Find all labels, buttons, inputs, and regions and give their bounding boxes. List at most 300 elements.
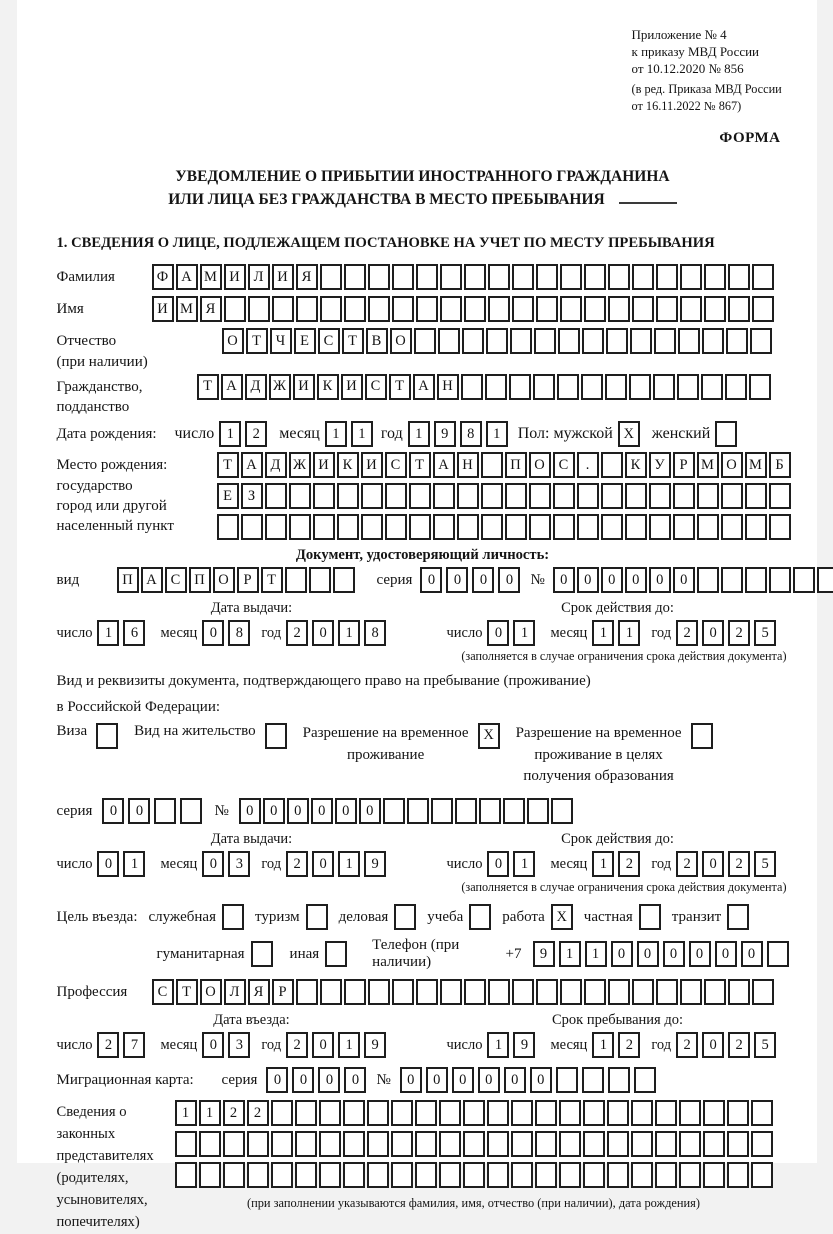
char-cell[interactable]: 2 <box>728 851 750 877</box>
char-cell[interactable]: К <box>317 374 339 400</box>
char-cell[interactable] <box>438 328 460 354</box>
firstname-cells[interactable] <box>152 296 774 322</box>
char-cell[interactable]: 0 <box>577 567 599 593</box>
char-cell[interactable]: 0 <box>553 567 575 593</box>
char-cell[interactable] <box>487 1131 509 1157</box>
char-cell[interactable]: 1 <box>592 851 614 877</box>
char-cell[interactable] <box>656 264 678 290</box>
char-cell[interactable] <box>535 1100 557 1126</box>
char-cell[interactable] <box>385 514 407 540</box>
char-cell[interactable] <box>464 264 486 290</box>
char-cell[interactable]: С <box>318 328 340 354</box>
char-cell[interactable] <box>199 1131 221 1157</box>
char-cell[interactable] <box>697 483 719 509</box>
char-cell[interactable]: 5 <box>754 851 776 877</box>
char-cell[interactable] <box>367 1100 389 1126</box>
char-cell[interactable]: 9 <box>364 851 386 877</box>
char-cell[interactable] <box>639 904 661 930</box>
char-cell[interactable] <box>727 1162 749 1188</box>
char-cell[interactable]: 8 <box>460 421 482 447</box>
purpose-other-checkbox[interactable] <box>325 941 347 967</box>
char-cell[interactable] <box>607 1100 629 1126</box>
char-cell[interactable] <box>721 567 743 593</box>
char-cell[interactable]: 8 <box>228 620 250 646</box>
char-cell[interactable] <box>679 1131 701 1157</box>
char-cell[interactable] <box>272 296 294 322</box>
issue-year-cells[interactable] <box>286 620 386 646</box>
char-cell[interactable]: 0 <box>498 567 520 593</box>
char-cell[interactable] <box>343 1100 365 1126</box>
char-cell[interactable] <box>703 1162 725 1188</box>
char-cell[interactable] <box>649 483 671 509</box>
char-cell[interactable] <box>625 483 647 509</box>
char-cell[interactable]: М <box>745 452 767 478</box>
char-cell[interactable] <box>512 979 534 1005</box>
char-cell[interactable] <box>680 979 702 1005</box>
char-cell[interactable] <box>455 798 477 824</box>
char-cell[interactable] <box>632 296 654 322</box>
char-cell[interactable] <box>509 374 531 400</box>
char-cell[interactable] <box>337 514 359 540</box>
char-cell[interactable]: 0 <box>504 1067 526 1093</box>
char-cell[interactable]: Р <box>272 979 294 1005</box>
char-cell[interactable] <box>553 514 575 540</box>
char-cell[interactable]: X <box>551 904 573 930</box>
char-cell[interactable] <box>241 514 263 540</box>
char-cell[interactable] <box>319 1100 341 1126</box>
char-cell[interactable] <box>728 264 750 290</box>
char-cell[interactable] <box>655 1100 677 1126</box>
char-cell[interactable]: 9 <box>434 421 456 447</box>
char-cell[interactable]: Р <box>237 567 259 593</box>
char-cell[interactable] <box>703 1131 725 1157</box>
char-cell[interactable] <box>313 514 335 540</box>
char-cell[interactable] <box>727 1100 749 1126</box>
char-cell[interactable]: 0 <box>689 941 711 967</box>
char-cell[interactable] <box>271 1131 293 1157</box>
char-cell[interactable]: Т <box>409 452 431 478</box>
char-cell[interactable]: А <box>241 452 263 478</box>
char-cell[interactable]: 6 <box>123 620 145 646</box>
char-cell[interactable]: 2 <box>245 421 267 447</box>
entry-day-cells[interactable] <box>97 1032 145 1058</box>
char-cell[interactable] <box>691 723 713 749</box>
char-cell[interactable] <box>248 296 270 322</box>
temp-permit-checkbox[interactable] <box>478 723 500 749</box>
char-cell[interactable] <box>394 904 416 930</box>
char-cell[interactable] <box>704 264 726 290</box>
char-cell[interactable]: Р <box>673 452 695 478</box>
char-cell[interactable]: И <box>313 452 335 478</box>
char-cell[interactable]: 0 <box>452 1067 474 1093</box>
char-cell[interactable] <box>512 296 534 322</box>
char-cell[interactable] <box>481 483 503 509</box>
char-cell[interactable] <box>608 979 630 1005</box>
char-cell[interactable] <box>727 904 749 930</box>
char-cell[interactable] <box>344 296 366 322</box>
char-cell[interactable]: И <box>272 264 294 290</box>
char-cell[interactable] <box>271 1100 293 1126</box>
char-cell[interactable]: Т <box>342 328 364 354</box>
char-cell[interactable]: Я <box>200 296 222 322</box>
char-cell[interactable] <box>485 374 507 400</box>
char-cell[interactable] <box>536 264 558 290</box>
stay-series-cells[interactable] <box>102 798 202 824</box>
char-cell[interactable] <box>505 483 527 509</box>
char-cell[interactable]: 0 <box>702 1032 724 1058</box>
phone-cells[interactable] <box>533 941 789 967</box>
char-cell[interactable] <box>464 296 486 322</box>
char-cell[interactable]: О <box>213 567 235 593</box>
entry-year-cells[interactable] <box>286 1032 386 1058</box>
char-cell[interactable]: 0 <box>311 798 333 824</box>
char-cell[interactable] <box>553 483 575 509</box>
birth-day-cells[interactable] <box>219 421 267 447</box>
char-cell[interactable]: А <box>433 452 455 478</box>
char-cell[interactable] <box>433 483 455 509</box>
char-cell[interactable]: А <box>141 567 163 593</box>
char-cell[interactable] <box>677 374 699 400</box>
char-cell[interactable] <box>631 1100 653 1126</box>
char-cell[interactable] <box>721 514 743 540</box>
char-cell[interactable] <box>584 979 606 1005</box>
char-cell[interactable] <box>487 1162 509 1188</box>
surname-cells[interactable] <box>152 264 774 290</box>
char-cell[interactable]: И <box>224 264 246 290</box>
char-cell[interactable]: 1 <box>585 941 607 967</box>
char-cell[interactable]: 2 <box>286 1032 308 1058</box>
char-cell[interactable] <box>655 1162 677 1188</box>
char-cell[interactable] <box>439 1162 461 1188</box>
purpose-commercial-checkbox[interactable] <box>394 904 416 930</box>
char-cell[interactable] <box>679 1162 701 1188</box>
char-cell[interactable] <box>745 514 767 540</box>
char-cell[interactable]: 2 <box>728 1032 750 1058</box>
char-cell[interactable] <box>769 567 791 593</box>
char-cell[interactable] <box>440 264 462 290</box>
char-cell[interactable]: 0 <box>446 567 468 593</box>
char-cell[interactable]: 1 <box>487 1032 509 1058</box>
char-cell[interactable] <box>469 904 491 930</box>
char-cell[interactable]: Д <box>245 374 267 400</box>
char-cell[interactable] <box>368 296 390 322</box>
char-cell[interactable] <box>702 328 724 354</box>
char-cell[interactable] <box>608 296 630 322</box>
char-cell[interactable] <box>385 483 407 509</box>
char-cell[interactable]: У <box>649 452 671 478</box>
char-cell[interactable] <box>295 1162 317 1188</box>
entry-month-cells[interactable] <box>202 1032 250 1058</box>
char-cell[interactable]: Е <box>217 483 239 509</box>
char-cell[interactable] <box>391 1131 413 1157</box>
char-cell[interactable]: К <box>625 452 647 478</box>
char-cell[interactable]: 1 <box>486 421 508 447</box>
char-cell[interactable]: 1 <box>325 421 347 447</box>
stay-issue-day-cells[interactable] <box>97 851 145 877</box>
char-cell[interactable] <box>728 296 750 322</box>
char-cell[interactable]: 0 <box>426 1067 448 1093</box>
char-cell[interactable] <box>463 1100 485 1126</box>
char-cell[interactable]: 1 <box>592 620 614 646</box>
char-cell[interactable] <box>582 1067 604 1093</box>
char-cell[interactable]: 1 <box>338 851 360 877</box>
char-cell[interactable] <box>306 904 328 930</box>
char-cell[interactable] <box>343 1131 365 1157</box>
char-cell[interactable] <box>415 1162 437 1188</box>
char-cell[interactable]: 1 <box>338 1032 360 1058</box>
char-cell[interactable]: С <box>365 374 387 400</box>
char-cell[interactable]: 1 <box>219 421 241 447</box>
char-cell[interactable] <box>673 514 695 540</box>
char-cell[interactable] <box>559 1100 581 1126</box>
char-cell[interactable]: 0 <box>663 941 685 967</box>
char-cell[interactable] <box>488 296 510 322</box>
char-cell[interactable] <box>629 374 651 400</box>
stay-until-month-cells[interactable] <box>592 1032 640 1058</box>
char-cell[interactable] <box>505 514 527 540</box>
char-cell[interactable]: И <box>341 374 363 400</box>
doc-kind-cells[interactable] <box>117 567 355 593</box>
char-cell[interactable] <box>752 264 774 290</box>
char-cell[interactable]: 2 <box>676 620 698 646</box>
char-cell[interactable] <box>289 483 311 509</box>
char-cell[interactable] <box>392 296 414 322</box>
char-cell[interactable] <box>769 483 791 509</box>
doc-number-cells[interactable] <box>553 567 833 593</box>
char-cell[interactable] <box>392 979 414 1005</box>
char-cell[interactable] <box>409 514 431 540</box>
purpose-tourism-checkbox[interactable] <box>306 904 328 930</box>
birthplace-cells-line3[interactable] <box>217 514 791 540</box>
char-cell[interactable]: Т <box>176 979 198 1005</box>
char-cell[interactable] <box>632 264 654 290</box>
char-cell[interactable]: 0 <box>344 1067 366 1093</box>
char-cell[interactable]: И <box>361 452 383 478</box>
char-cell[interactable] <box>653 374 675 400</box>
char-cell[interactable] <box>320 296 342 322</box>
char-cell[interactable] <box>295 1100 317 1126</box>
char-cell[interactable] <box>285 567 307 593</box>
char-cell[interactable] <box>654 328 676 354</box>
char-cell[interactable] <box>407 798 429 824</box>
char-cell[interactable] <box>529 483 551 509</box>
char-cell[interactable]: А <box>221 374 243 400</box>
doc-series-cells[interactable] <box>420 567 520 593</box>
char-cell[interactable] <box>325 941 347 967</box>
char-cell[interactable]: О <box>529 452 551 478</box>
char-cell[interactable]: . <box>577 452 599 478</box>
char-cell[interactable] <box>559 1131 581 1157</box>
char-cell[interactable] <box>486 328 508 354</box>
char-cell[interactable] <box>630 328 652 354</box>
char-cell[interactable]: 0 <box>420 567 442 593</box>
char-cell[interactable] <box>577 514 599 540</box>
char-cell[interactable] <box>461 374 483 400</box>
char-cell[interactable]: X <box>618 421 640 447</box>
char-cell[interactable] <box>601 483 623 509</box>
char-cell[interactable] <box>750 328 772 354</box>
char-cell[interactable] <box>222 904 244 930</box>
purpose-work-checkbox[interactable] <box>551 904 573 930</box>
char-cell[interactable] <box>559 1162 581 1188</box>
char-cell[interactable] <box>704 296 726 322</box>
char-cell[interactable] <box>745 483 767 509</box>
char-cell[interactable] <box>749 374 771 400</box>
char-cell[interactable]: 0 <box>202 851 224 877</box>
valid-year-cells[interactable] <box>676 620 776 646</box>
char-cell[interactable]: 0 <box>312 1032 334 1058</box>
char-cell[interactable]: 0 <box>637 941 659 967</box>
char-cell[interactable] <box>752 296 774 322</box>
char-cell[interactable] <box>463 1131 485 1157</box>
char-cell[interactable] <box>440 979 462 1005</box>
char-cell[interactable] <box>608 1067 630 1093</box>
char-cell[interactable] <box>656 979 678 1005</box>
char-cell[interactable] <box>457 483 479 509</box>
sex-female-checkbox[interactable] <box>715 421 737 447</box>
char-cell[interactable] <box>439 1131 461 1157</box>
char-cell[interactable]: Т <box>261 567 283 593</box>
char-cell[interactable]: С <box>152 979 174 1005</box>
char-cell[interactable] <box>557 374 579 400</box>
char-cell[interactable] <box>414 328 436 354</box>
valid-day-cells[interactable] <box>487 620 535 646</box>
char-cell[interactable] <box>503 798 525 824</box>
char-cell[interactable]: А <box>176 264 198 290</box>
char-cell[interactable] <box>313 483 335 509</box>
char-cell[interactable] <box>289 514 311 540</box>
char-cell[interactable]: 0 <box>102 798 124 824</box>
char-cell[interactable]: Т <box>389 374 411 400</box>
stay-valid-year-cells[interactable] <box>676 851 776 877</box>
char-cell[interactable]: 7 <box>123 1032 145 1058</box>
purpose-private-checkbox[interactable] <box>639 904 661 930</box>
char-cell[interactable] <box>601 452 623 478</box>
char-cell[interactable] <box>96 723 118 749</box>
char-cell[interactable]: X <box>478 723 500 749</box>
stay-until-day-cells[interactable] <box>487 1032 535 1058</box>
char-cell[interactable]: 0 <box>487 620 509 646</box>
char-cell[interactable] <box>673 483 695 509</box>
char-cell[interactable] <box>295 1131 317 1157</box>
char-cell[interactable] <box>416 264 438 290</box>
char-cell[interactable] <box>457 514 479 540</box>
char-cell[interactable]: 0 <box>335 798 357 824</box>
char-cell[interactable] <box>199 1162 221 1188</box>
stay-issue-year-cells[interactable] <box>286 851 386 877</box>
char-cell[interactable]: 1 <box>408 421 430 447</box>
char-cell[interactable] <box>583 1100 605 1126</box>
char-cell[interactable]: П <box>505 452 527 478</box>
char-cell[interactable] <box>769 514 791 540</box>
stay-valid-day-cells[interactable] <box>487 851 535 877</box>
char-cell[interactable] <box>511 1100 533 1126</box>
char-cell[interactable] <box>416 979 438 1005</box>
char-cell[interactable]: П <box>189 567 211 593</box>
char-cell[interactable] <box>511 1162 533 1188</box>
char-cell[interactable]: Н <box>457 452 479 478</box>
char-cell[interactable] <box>296 979 318 1005</box>
char-cell[interactable] <box>656 296 678 322</box>
char-cell[interactable]: 0 <box>97 851 119 877</box>
char-cell[interactable]: 0 <box>312 620 334 646</box>
char-cell[interactable]: К <box>337 452 359 478</box>
char-cell[interactable]: 1 <box>351 421 373 447</box>
char-cell[interactable]: 9 <box>364 1032 386 1058</box>
birthplace-cells-line1[interactable] <box>217 452 791 478</box>
char-cell[interactable] <box>488 979 510 1005</box>
char-cell[interactable]: 0 <box>292 1067 314 1093</box>
char-cell[interactable] <box>343 1162 365 1188</box>
residence-permit-checkbox[interactable] <box>265 723 287 749</box>
char-cell[interactable]: И <box>293 374 315 400</box>
char-cell[interactable] <box>180 798 202 824</box>
char-cell[interactable] <box>535 1162 557 1188</box>
char-cell[interactable]: 8 <box>364 620 386 646</box>
char-cell[interactable]: А <box>413 374 435 400</box>
char-cell[interactable] <box>337 483 359 509</box>
char-cell[interactable]: М <box>697 452 719 478</box>
char-cell[interactable] <box>440 296 462 322</box>
char-cell[interactable] <box>584 264 606 290</box>
char-cell[interactable] <box>536 296 558 322</box>
char-cell[interactable] <box>247 1162 269 1188</box>
char-cell[interactable]: 9 <box>533 941 555 967</box>
char-cell[interactable] <box>697 567 719 593</box>
char-cell[interactable] <box>175 1162 197 1188</box>
char-cell[interactable] <box>333 567 355 593</box>
char-cell[interactable]: 1 <box>175 1100 197 1126</box>
char-cell[interactable] <box>582 328 604 354</box>
char-cell[interactable]: 0 <box>702 851 724 877</box>
char-cell[interactable] <box>361 483 383 509</box>
char-cell[interactable]: 0 <box>487 851 509 877</box>
char-cell[interactable]: 1 <box>97 620 119 646</box>
purpose-transit-checkbox[interactable] <box>727 904 749 930</box>
char-cell[interactable] <box>680 296 702 322</box>
char-cell[interactable]: 3 <box>228 1032 250 1058</box>
char-cell[interactable]: Ж <box>289 452 311 478</box>
char-cell[interactable] <box>223 1131 245 1157</box>
char-cell[interactable]: 1 <box>513 620 535 646</box>
char-cell[interactable]: Т <box>217 452 239 478</box>
char-cell[interactable] <box>416 296 438 322</box>
purpose-study-checkbox[interactable] <box>469 904 491 930</box>
stay-issue-month-cells[interactable] <box>202 851 250 877</box>
char-cell[interactable]: 0 <box>239 798 261 824</box>
char-cell[interactable]: 2 <box>97 1032 119 1058</box>
char-cell[interactable] <box>415 1131 437 1157</box>
char-cell[interactable] <box>271 1162 293 1188</box>
char-cell[interactable] <box>607 1131 629 1157</box>
migration-series-cells[interactable] <box>266 1067 366 1093</box>
char-cell[interactable] <box>817 567 833 593</box>
sex-male-checkbox[interactable] <box>618 421 640 447</box>
char-cell[interactable]: 0 <box>202 1032 224 1058</box>
char-cell[interactable] <box>751 1131 773 1157</box>
char-cell[interactable]: Л <box>248 264 270 290</box>
issue-month-cells[interactable] <box>202 620 250 646</box>
char-cell[interactable]: О <box>222 328 244 354</box>
char-cell[interactable]: 2 <box>247 1100 269 1126</box>
char-cell[interactable]: 2 <box>286 851 308 877</box>
char-cell[interactable] <box>462 328 484 354</box>
stay-number-cells[interactable] <box>239 798 573 824</box>
char-cell[interactable] <box>533 374 555 400</box>
char-cell[interactable]: 0 <box>611 941 633 967</box>
char-cell[interactable]: 5 <box>754 1032 776 1058</box>
char-cell[interactable]: С <box>553 452 575 478</box>
